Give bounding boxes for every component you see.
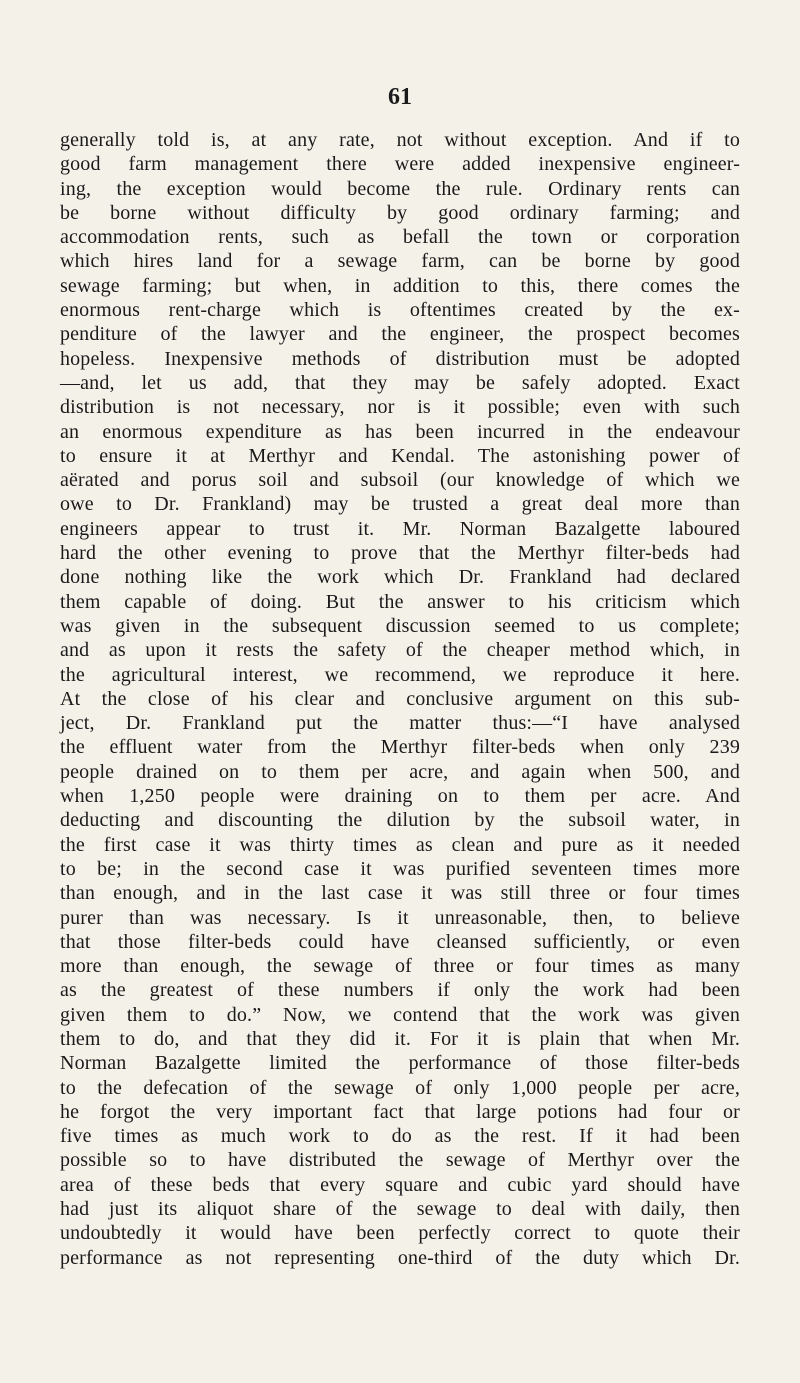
text-line: accommodation rents, such as befall the town or corporation — [60, 226, 740, 249]
text-line: to be; in the second case it was purified seventeen times more — [60, 857, 740, 880]
text-line: be borne without difficulty by good ordinary farming; and — [60, 201, 740, 224]
text-line: deducting and discounting the dilution by the subsoil water, in — [60, 809, 740, 832]
text-line: hard the other evening to prove that the Merthyr filter-beds had — [60, 542, 740, 565]
text-line: —and, let us add, that they may be safely adopted. Exact — [60, 371, 740, 394]
text-line: sewage farming; but when, in addition to this, there comes the — [60, 274, 740, 297]
text-line: hopeless. Inexpensive methods of distribution must be adopted — [60, 347, 740, 370]
text-line: five times as much work to do as the rest. If it had been — [60, 1125, 740, 1148]
text-line: At the close of his clear and conclusive argument on this sub- — [60, 687, 740, 710]
text-line: more than enough, the sewage of three or four times as many — [60, 955, 740, 978]
text-line: distribution is not necessary, nor is it possible; even with such — [60, 396, 740, 419]
page-number: 61 — [388, 84, 412, 110]
text-line: to ensure it at Merthyr and Kendal. The astonishing power of — [60, 444, 740, 467]
text-line: had just its aliquot share of the sewage to deal with daily, then — [60, 1198, 740, 1221]
text-line: than enough, and in the last case it was still three or four times — [60, 882, 740, 905]
text-line: which hires land for a sewage farm, can be borne by good — [60, 250, 740, 273]
text-line: good farm management there were added inexpensive engineer- — [60, 153, 740, 176]
text-line: that those filter-beds could have cleansed sufficiently, or even — [60, 930, 740, 953]
text-line: was given in the subsequent discussion seemed to us complete; — [60, 614, 740, 637]
text-line: owe to Dr. Frankland) may be trusted a great deal more than — [60, 493, 740, 516]
text-line: aërated and porus soil and subsoil (our knowledge of which we — [60, 469, 740, 492]
text-line: an enormous expenditure as has been incurred in the endeavour — [60, 420, 740, 443]
text-line: possible so to have distributed the sewage of Merthyr over the — [60, 1149, 740, 1172]
text-line: Norman Bazalgette limited the performance of those filter-beds — [60, 1052, 740, 1075]
text-line: done nothing like the work which Dr. Frankland had declared — [60, 566, 740, 589]
text-line: the agricultural interest, we recommend, we reproduce it here. — [60, 663, 740, 686]
text-line: given them to do.” Now, we contend that the work was given — [60, 1003, 740, 1026]
text-line: undoubtedly it would have been perfectly correct to quote their — [60, 1222, 740, 1245]
text-line: the first case it was thirty times as clean and pure as it needed — [60, 833, 740, 856]
text-line: them capable of doing. But the answer to his criticism which — [60, 590, 740, 613]
text-line: people drained on to them per acre, and again when 500, and — [60, 760, 740, 783]
text-line: enormous rent-charge which is oftentimes created by the ex- — [60, 299, 740, 322]
text-line: area of these beds that every square and cubic yard should have — [60, 1173, 740, 1196]
text-line: as the greatest of these numbers if only the work had been — [60, 979, 740, 1002]
text-line: the effluent water from the Merthyr filter-beds when only 239 — [60, 736, 740, 759]
text-line: engineers appear to trust it. Mr. Norman Bazalgette laboured — [60, 517, 740, 540]
text-line: them to do, and that they did it. For it is plain that when Mr. — [60, 1027, 740, 1050]
text-line: ject, Dr. Frankland put the matter thus:—“I have analysed — [60, 712, 740, 735]
text-line: when 1,250 people were draining on to them per acre. And — [60, 785, 740, 808]
text-line: ing, the exception would become the rule. Ordinary rents can — [60, 177, 740, 200]
text-line: to the defecation of the sewage of only 1,000 people per acre, — [60, 1076, 740, 1099]
text-line: purer than was necessary. Is it unreasonable, then, to believe — [60, 906, 740, 929]
text-line: generally told is, at any rate, not without exception. And if to — [60, 129, 740, 151]
text-line: and as upon it rests the safety of the cheaper method which, in — [60, 639, 740, 662]
text-line: performance as not representing one-third of the duty which Dr. — [60, 1246, 740, 1269]
text-line: he forgot the very important fact that large potions had four or — [60, 1100, 740, 1123]
body-text — [60, 128, 740, 1270]
text-line: penditure of the lawyer and the engineer, the prospect becomes — [60, 323, 740, 346]
